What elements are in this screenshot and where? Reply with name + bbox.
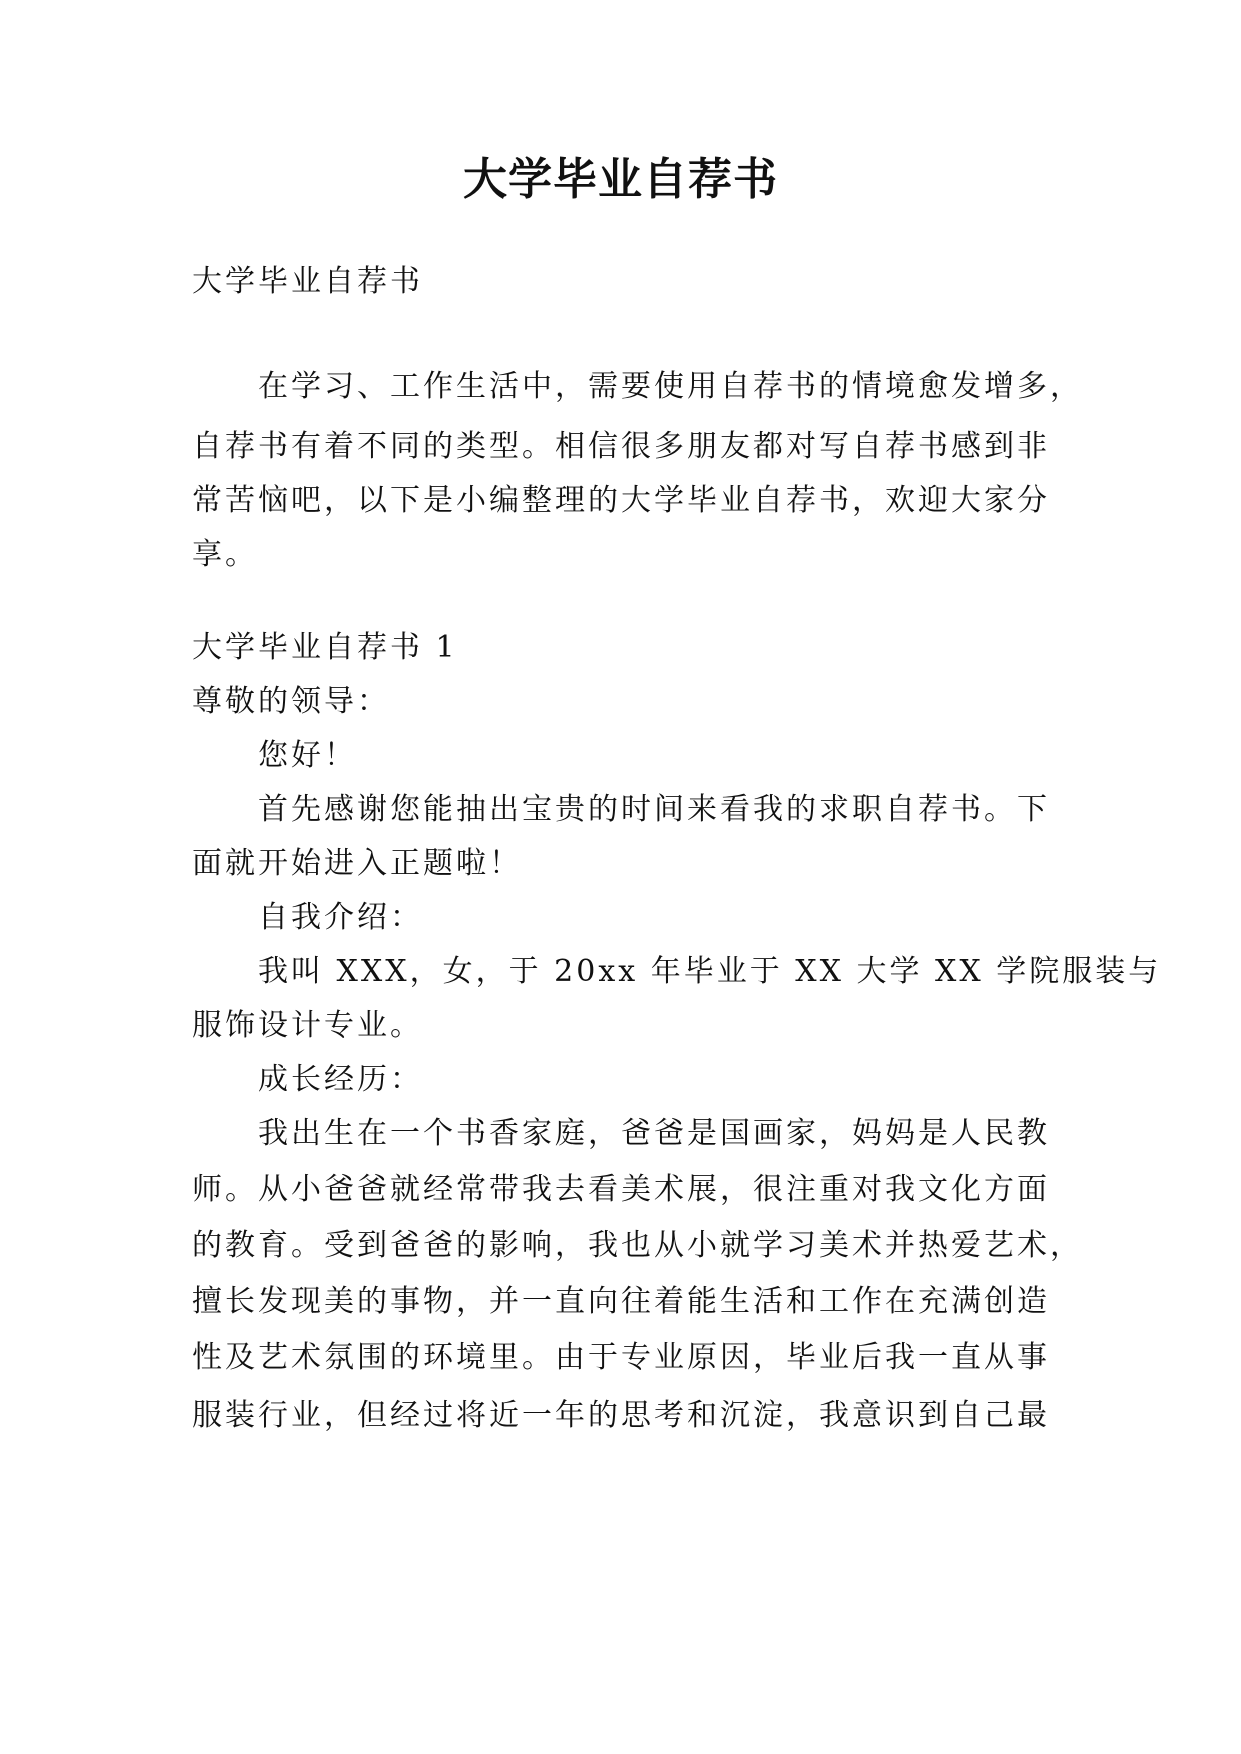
intro-line-3: 常苦恼吧，以下是小编整理的大学毕业自荐书，欢迎大家分 <box>192 483 1050 518</box>
salutation: 尊敬的领导： <box>192 684 390 719</box>
intro-line-1: 在学习、工作生活中，需要使用自荐书的情境愈发增多， <box>258 369 1083 404</box>
self-intro-label: 自我介绍： <box>258 900 423 935</box>
document-title: 大学毕业自荐书 <box>463 154 778 205</box>
intro-line-2: 自荐书有着不同的类型。相信很多朋友都对写自荐书感到非 <box>192 429 1050 464</box>
section-heading: 大学毕业自荐书 1 <box>192 630 458 665</box>
self-intro-line-1: 我叫 XXX，女，于 20xx 年毕业于 XX 大学 XX 学院服装与 <box>258 954 1162 989</box>
growth-line-1: 我出生在一个书香家庭，爸爸是国画家，妈妈是人民教 <box>258 1116 1050 1151</box>
growth-label: 成长经历： <box>258 1062 423 1097</box>
growth-line-4: 擅长发现美的事物，并一直向往着能生活和工作在充满创造 <box>192 1284 1050 1319</box>
growth-line-5: 性及艺术氛围的环境里。由于专业原因，毕业后我一直从事 <box>192 1340 1050 1375</box>
thanks-line-1: 首先感谢您能抽出宝贵的时间来看我的求职自荐书。下 <box>258 792 1050 827</box>
document-subtitle: 大学毕业自荐书 <box>192 264 423 299</box>
self-intro-line-2: 服饰设计专业。 <box>192 1008 423 1043</box>
intro-line-4: 享。 <box>192 537 258 572</box>
growth-line-3: 的教育。受到爸爸的影响，我也从小就学习美术并热爱艺术， <box>192 1228 1083 1263</box>
growth-line-2: 师。从小爸爸就经常带我去看美术展，很注重对我文化方面 <box>192 1172 1050 1207</box>
greeting: 您好！ <box>258 738 357 773</box>
thanks-line-2: 面就开始进入正题啦！ <box>192 846 522 881</box>
growth-line-6: 服装行业，但经过将近一年的思考和沉淀，我意识到自己最 <box>192 1398 1050 1433</box>
